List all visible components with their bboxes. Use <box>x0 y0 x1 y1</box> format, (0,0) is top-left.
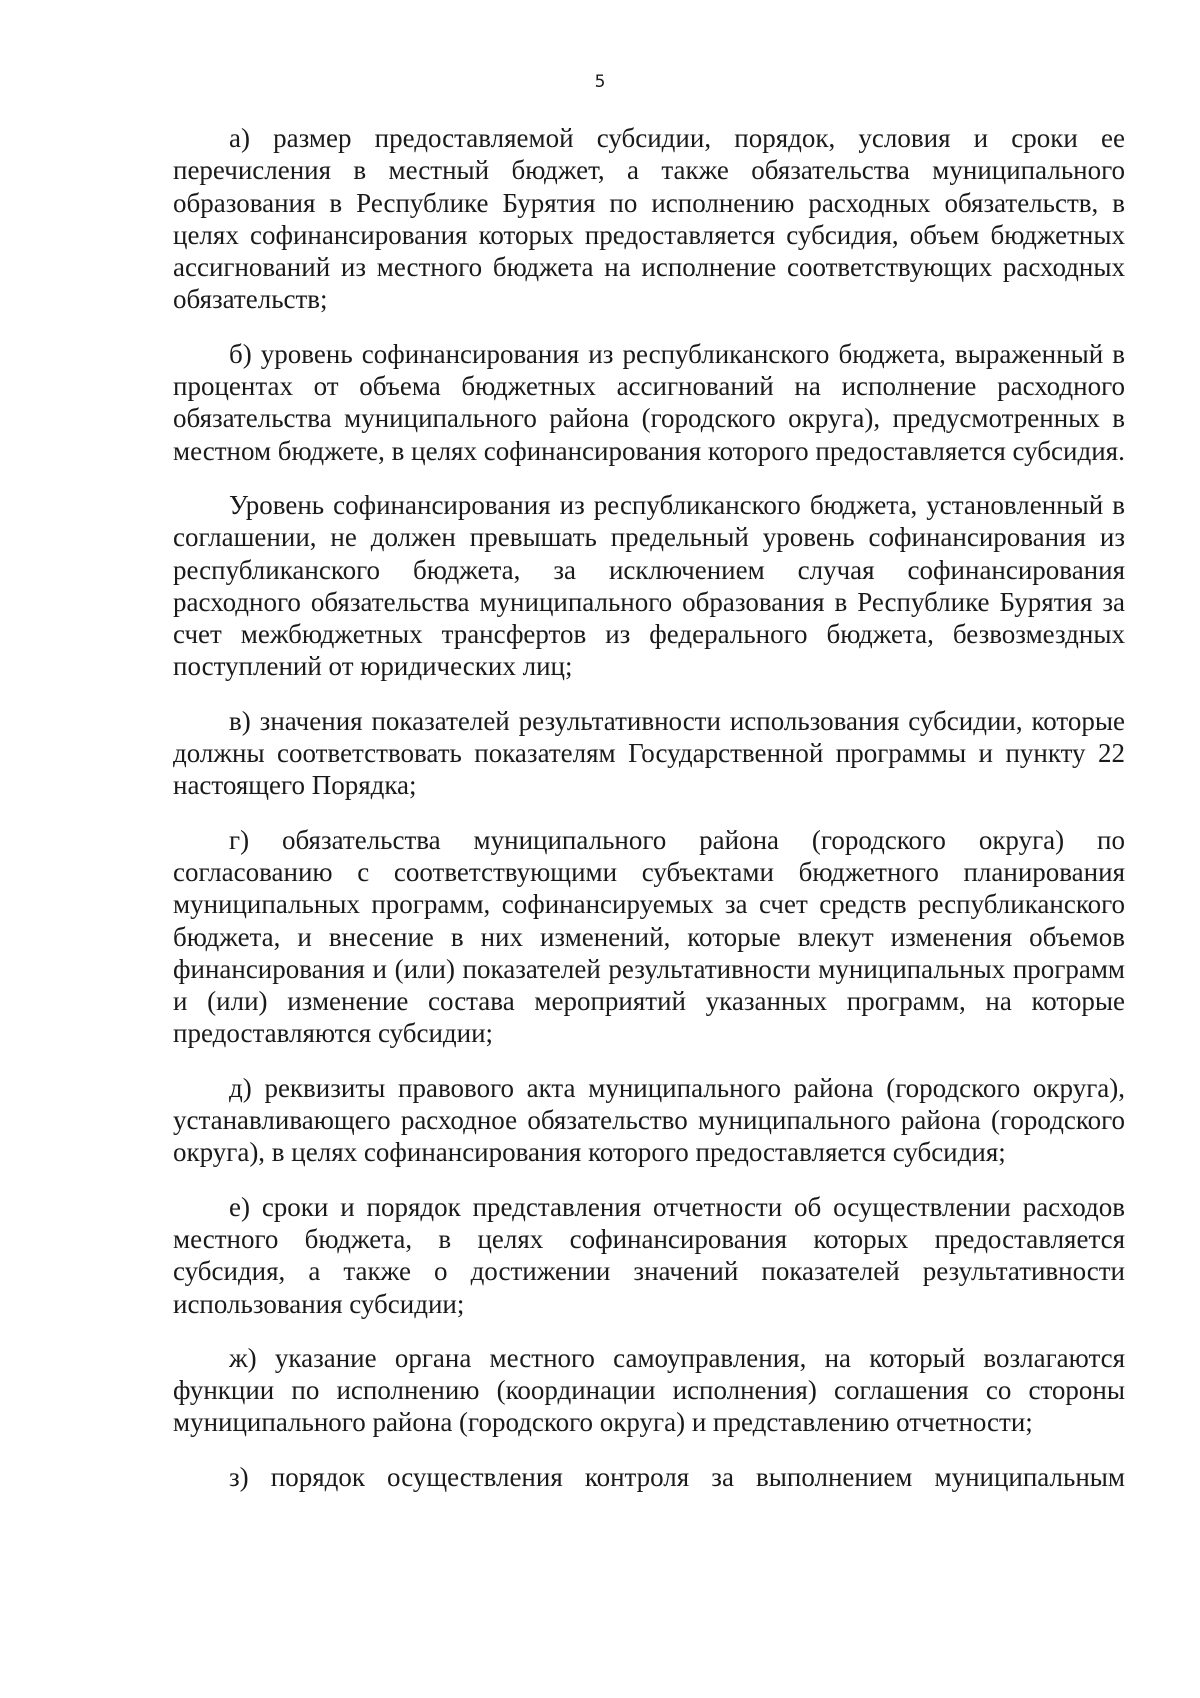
paragraph-v: в) значения показателей результативности использования субсидии, которые должны соответствовать показателям Государственной программы и пункту 22 настоящего Порядка; <box>173 705 1125 801</box>
paragraph-a: а) размер предоставляемой субсидии, порядок, условия и сроки ее перечисления в местный бюджет, а также обязательства муниципального образования в Республике Бурятия по исполнению расходных обязательств, в целях софинансирования которых предоставляется субсидия, объем бюджетных ассигнований из местного бюджета на исполнение соответствующих расходных обязательств; <box>173 123 1125 315</box>
document-body <box>173 122 1125 1493</box>
page-number: 5 <box>594 72 606 92</box>
paragraph-z: з) порядок осуществления контроля за выполнением муниципальным <box>229 1461 1125 1492</box>
paragraph-cofinancing-level: Уровень софинансирования из республиканского бюджета, установленный в соглашении, не должен превышать предельный уровень софинансирования из республиканского бюджета, за исключением случая софинансирования расходного обязательства муниципального образования в Республике Бурятия за счет межбюджетных трансфертов из федерального бюджета, безвозмездных поступлений от юридических лиц; <box>173 489 1125 682</box>
paragraph-e: е) сроки и порядок представления отчетности об осуществлении расходов местного бюджета, в целях софинансирования которых предоставляется субсидия, а также о достижении значений показателей результативности использования субсидии; <box>173 1191 1125 1319</box>
paragraph-b: б) уровень софинансирования из республиканского бюджета, выраженный в процентах от объема бюджетных ассигнований на исполнение расходного обязательства муниципального района (городского округа), предусмотренных в местном бюджете, в целях софинансирования которого предоставляется субсидия. <box>173 338 1125 466</box>
paragraph-zh: ж) указание органа местного самоуправления, на который возлагаются функции по исполнению (координации исполнения) соглашения со стороны муниципального района (городского округа) и представлению отчетности; <box>173 1342 1125 1438</box>
paragraph-g: г) обязательства муниципального района (городского округа) по согласованию с соответствующими субъектами бюджетного планирования муниципальных программ, софинансируемых за счет средств республиканского бюджета, и внесение в них изменений, которые влекут изменения объемов финансирования и (или) показателей результативности муниципальных программ и (или) изменение состава мероприятий указанных программ, на которые предоставляются субсидии; <box>173 824 1125 1049</box>
paragraph-d: д) реквизиты правового акта муниципального района (городского округа), устанавливающего расходное обязательство муниципального района (городского округа), в целях софинансирования которого предоставляется субсидия; <box>173 1072 1125 1168</box>
